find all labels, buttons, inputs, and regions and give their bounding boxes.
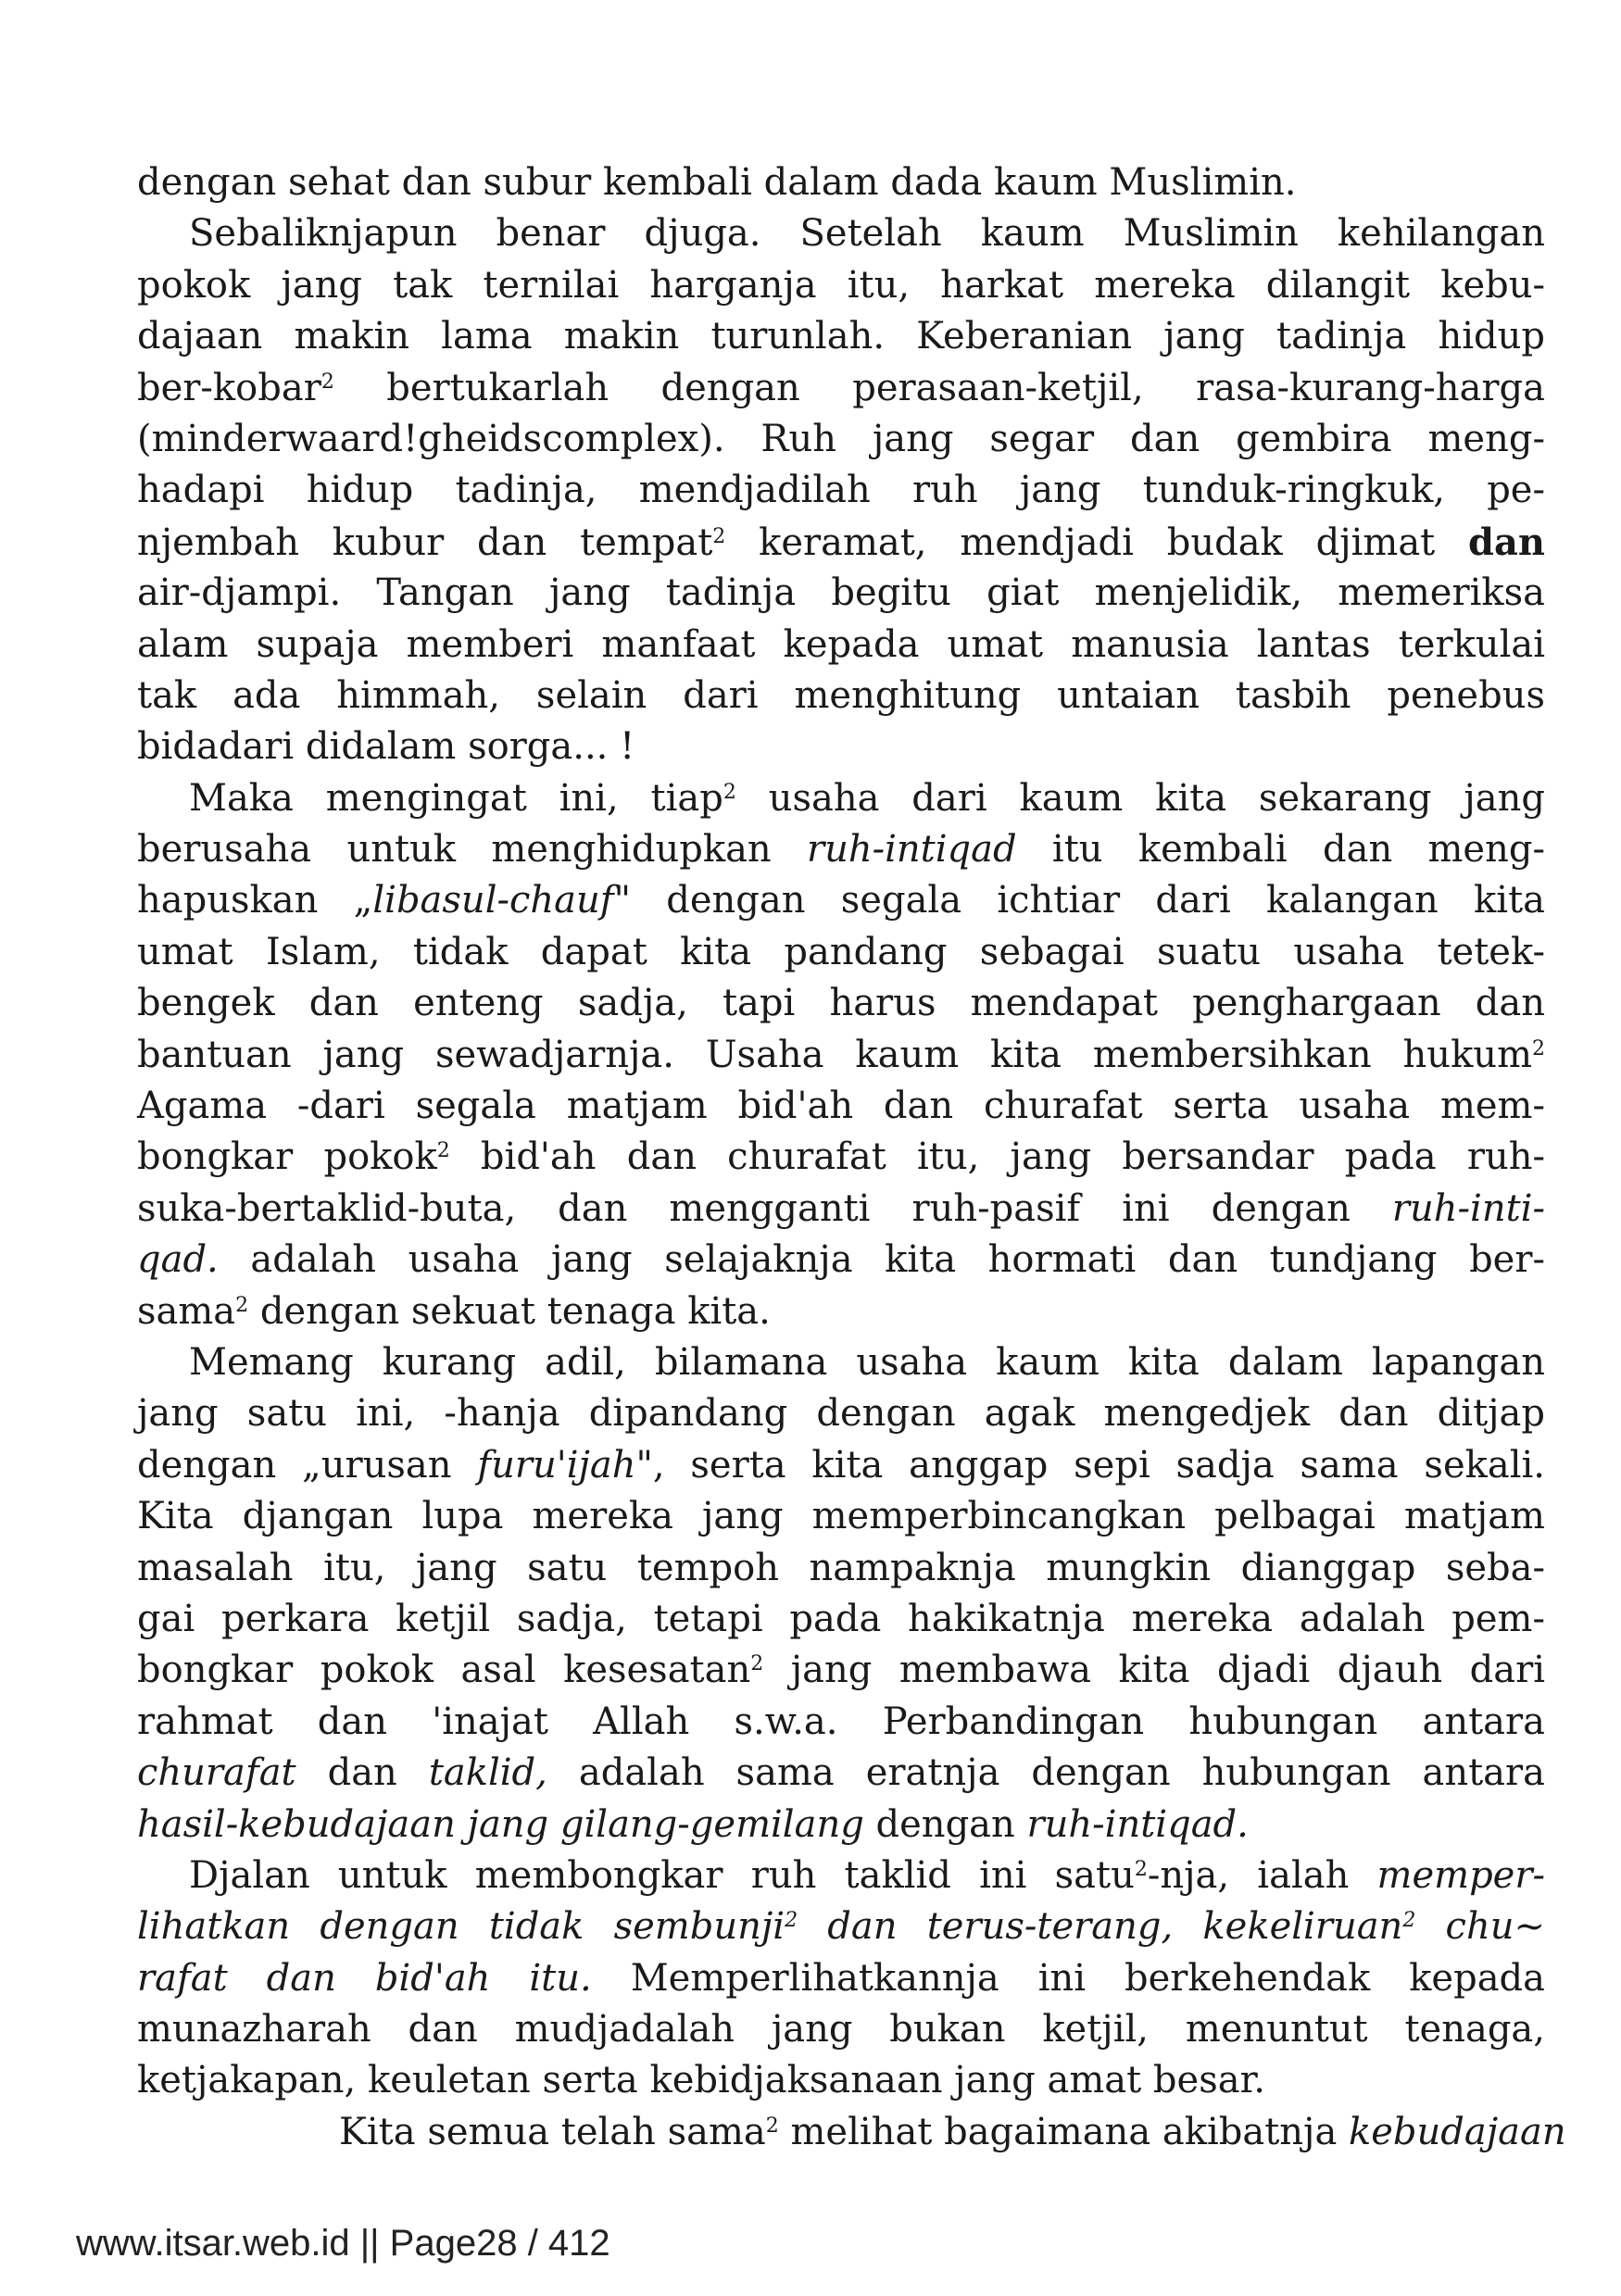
text-line: tak ada himmah, selain dari menghitung untaian tasbih penebus [137,673,1545,717]
text-line: bengek dan enteng sadja, tapi harus mendapat penghargaan dan [137,982,1545,1025]
text-line: Memang kurang adil, bilamana usaha kaum kita dalam lapangan [189,1340,1545,1384]
text-line: bongkar pokok asal kesesatan$^2$ jang membawa kita djadi djauh dari [137,1649,1545,1692]
text-line: Kita djangan lupa mereka jang memperbincangkan pelbagai matjam [137,1495,1545,1538]
text-line: gai perkara ketjil sadja, tetapi pada hakikatnja mereka adalah pem- [137,1597,1545,1640]
text-line: bongkar pokok$^2$ bid'ah dan churafat itu, jang bersandar pada ruh- [137,1135,1545,1179]
text-line: ketjakapan, keuletan serta kebidjaksanaan jang amat besar. [137,2059,1266,2102]
text-line: (minderwaard!gheidscomplex). Ruh jang segar dan gembira meng- [137,417,1545,460]
text-line: sama$^2$ dengan sekuat tenaga kita. [137,1289,771,1333]
text-line: dajaan makin lama makin turunlah. Keberanian jang tadinja hidup [137,315,1545,358]
text-line: umat Islam, tidak dapat kita pandang sebagai suatu usaha tetek- [137,930,1545,973]
text-line: suka-bertaklid-buta, dan mengganti ruh-pasif ini dengan ruh-inti- [137,1186,1545,1230]
text-line: ber-kobar$^2$ bertukarlah dengan perasaan-ketjil, rasa-kurang-harga [137,366,1545,409]
page-footer: www.itsar.web.id || Page28 / 412 [76,2223,610,2264]
text-line: masalah itu, jang satu tempoh nampaknja mungkin dianggap seba- [137,1546,1545,1589]
text-line: jang satu ini, -hanja dipandang dengan agak mengedjek dan ditjap [137,1392,1545,1436]
text-line: rafat dan bid'ah itu. Memperlihatkannja ini berkehendak kepada [137,1956,1545,2000]
text-line: dengan sehat dan subur kembali dalam dada kaum Muslimin. [137,161,1297,204]
page-body-text [137,157,1566,2158]
text-line: bidadari didalam sorga... ! [137,725,635,769]
text-line: lihatkan dengan tidak sembunji$^2$ dan terus-terang, kekeliruan$^2$ chu~ [137,1905,1545,1949]
text-line: hadapi hidup tadinja, mendjadilah ruh jang tunduk-ringkuk, pe- [137,469,1545,512]
text-line: dengan „urusan furu'ijah", serta kita anggap sepi sadja sama sekali. [137,1443,1545,1487]
text-line: berusaha untuk menghidupkan ruh-intiqad itu kembali dan meng- [137,828,1545,872]
text-line: hasil-kebudajaan jang gilang-gemilang dengan ruh-intiqad. [137,1802,1249,1846]
text-line: Sebaliknjapun benar djuga. Setelah kaum Muslimin kehilangan [189,212,1545,256]
text-line: air-djampi. Tangan jang tadinja begitu giat menjelidik, memeriksa [137,571,1545,615]
text-line: bantuan jang sewadjarnja. Usaha kaum kita membersihkan hukum$^2$ [137,1033,1545,1076]
text-line: Djalan untuk membongkar ruh taklid ini satu$^2$-nja, ialah memper- [189,1853,1545,1897]
text-line: alam supaja memberi manfaat kepada umat manusia lantas terkulai [137,622,1545,666]
text-line: qad. adalah usaha jang selajaknja kita hormati dan tundjang ber- [137,1238,1545,1282]
text-line: munazharah dan mudjadalah jang bukan ketjil, menuntut tenaga, [137,2008,1545,2051]
text-line: pokok jang tak ternilai harganja itu, harkat mereka dilangit kebu- [137,263,1545,307]
text-line: rahmat dan 'inajat Allah s.w.a. Perbandingan hubungan antara [137,1700,1545,1743]
text-line: Kita semua telah sama$^2$ melihat bagaimana akibatnja kebudajaan [339,2110,1566,2153]
text-line: churafat dan taklid, adalah sama eratnja dengan hubungan antara [137,1751,1545,1795]
text-line: Agama -dari segala matjam bid'ah dan churafat serta usaha mem- [137,1085,1545,1128]
text-line: hapuskan „libasul-chauf" dengan segala ichtiar dari kalangan kita [137,879,1545,922]
text-line: Maka mengingat ini, tiap$^2$ usaha dari kaum kita sekarang jang [189,776,1546,820]
text-line: njembah kubur dan tempat$^2$ keramat, mendjadi budak djimat dan [137,520,1545,564]
